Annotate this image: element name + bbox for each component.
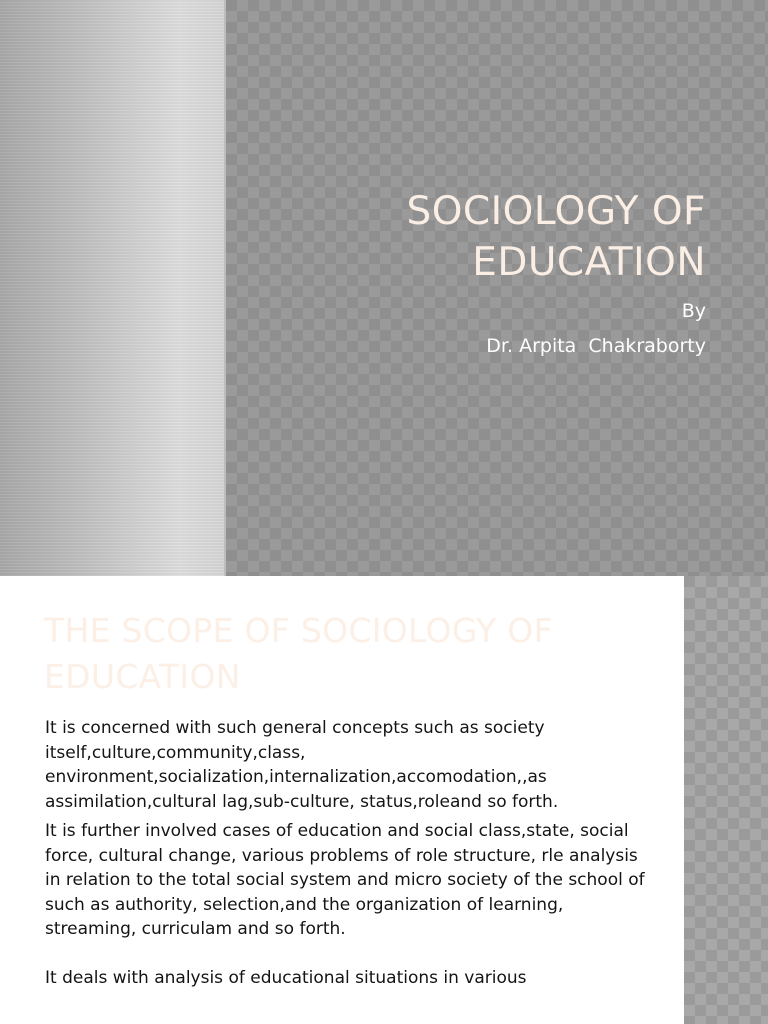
patterned-panel (224, 0, 768, 576)
heading-line-2: EDUCATION (44, 657, 241, 696)
paragraph-2: It is further involved cases of education and social class,state, social force, cultural change, various problems of role structure, rle analysis in relation to the total social system and micro society of the school of such as authority, selection,and the organization of learning, streaming, curriculam and so forth. (45, 821, 645, 939)
title-line-1: SOCIOLOGY OF (406, 189, 706, 234)
author-name: Dr. Arpita Chakraborty (486, 335, 706, 357)
slide-body (45, 716, 645, 995)
content-slide (0, 576, 768, 1024)
title-line-2: EDUCATION (472, 240, 706, 285)
paragraph-1: It is concerned with such general concepts such as society itself,culture,community,class, environment,socialization,internalization,accomodation,,as assimilation,cultural lag,sub-culture, status,roleand so forth. (45, 718, 559, 812)
patterned-strip (684, 576, 768, 1024)
slide-title (286, 186, 706, 288)
byline-by: By (681, 300, 706, 322)
slide-heading (44, 608, 664, 700)
heading-line-1: THE SCOPE OF SOCIOLOGY OF (44, 611, 553, 650)
gradient-panel (0, 0, 224, 576)
paragraph-3: It deals with analysis of educational situations in various (45, 967, 527, 988)
